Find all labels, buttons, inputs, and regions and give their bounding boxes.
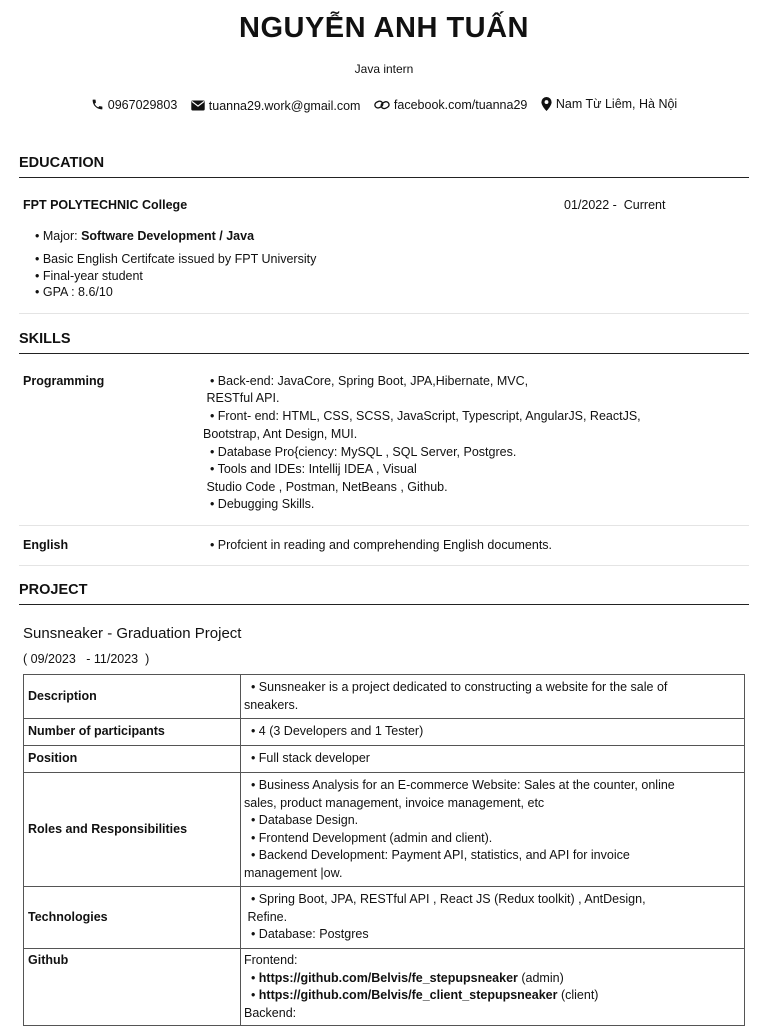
cell-line: • Spring Boot, JPA, RESTful API , React JS (Redux toolkit) , AntDesign, — [244, 892, 646, 907]
location-text: Nam Từ Liêm, Hà Nội — [555, 97, 678, 111]
school-name: FPT POLYTECHNIC College — [23, 198, 188, 212]
table-row — [24, 887, 745, 949]
project-divider — [19, 604, 749, 605]
education-item: • GPA : 8.6/10 — [35, 285, 113, 299]
skills-end-divider — [19, 565, 749, 566]
participants-value: • 4 (3 Developers and 1 Tester) — [241, 719, 745, 746]
contact-email[interactable] — [191, 99, 361, 113]
phone-number: 0967029803 — [107, 97, 178, 112]
roles-label: Roles and Responsibilities — [24, 773, 241, 887]
cell-line: management |ow. — [244, 865, 343, 880]
major-prefix: • Major: — [35, 229, 82, 243]
table-row — [24, 746, 745, 773]
education-period: 01/2022 - Current — [564, 198, 666, 212]
email-address[interactable]: tuanna29.work@gmail.com — [208, 98, 361, 113]
education-divider — [19, 177, 749, 178]
github-label: Github — [24, 949, 241, 1026]
table-row — [24, 949, 745, 1026]
job-title: Java intern — [354, 62, 414, 76]
skill-line: • Back-end: JavaCore, Spring Boot, JPA,Hibernate, MVC, — [203, 374, 529, 388]
skills-divider — [19, 353, 749, 354]
table-row — [24, 773, 745, 887]
cell-line: • Database: Postgres — [244, 927, 369, 942]
english-text: • Profcient in reading and comprehending English documents. — [203, 538, 553, 552]
project-title: Sunsneaker - Graduation Project — [23, 625, 242, 642]
project-heading: PROJECT — [19, 582, 88, 598]
frontend-label: Frontend: — [244, 953, 298, 967]
skill-line: RESTful API. — [203, 391, 280, 405]
location-pin-icon — [541, 97, 552, 111]
skill-line: Studio Code , Postman, NetBeans , Github. — [203, 480, 448, 494]
participants-label: Number of participants — [24, 719, 241, 746]
cell-line: • Business Analysis for an E-commerce Website: Sales at the counter, online — [244, 778, 675, 792]
backend-label: Backend: — [244, 1005, 297, 1020]
description-label: Description — [24, 675, 241, 719]
facebook-link[interactable]: facebook.com/tuanna29 — [393, 98, 528, 112]
github-link-row — [244, 987, 740, 1005]
education-end-divider — [19, 313, 749, 314]
education-item: • Final-year student — [35, 269, 143, 283]
project-period: ( 09/2023 - 11/2023 ) — [23, 652, 150, 666]
bullet: • — [244, 988, 259, 1002]
link-icon — [374, 99, 390, 111]
cell-line: sales, product management, invoice management, etc — [244, 795, 545, 810]
skill-line: • Database Pro{ciency: MySQL , SQL Server, Postgres. — [203, 445, 517, 459]
phone-icon — [91, 98, 104, 111]
bullet: • — [244, 970, 259, 985]
cell-line: • Database Design. — [244, 813, 359, 827]
table-row — [24, 675, 745, 719]
contact-bar — [0, 97, 768, 114]
skill-line: Bootstrap, Ant Design, MUI. — [203, 427, 358, 441]
project-details-table — [23, 674, 745, 1026]
github-link-admin[interactable]: https://github.com/Belvis/fe_stepupsneaker — [258, 970, 518, 985]
skill-line: • Tools and IDEs: Intellij IDEA , Visual — [203, 462, 417, 476]
description-value — [241, 675, 745, 719]
github-link-row — [244, 970, 740, 988]
cell-line: sneakers. — [244, 697, 299, 712]
link-note: (admin) — [517, 970, 564, 985]
envelope-icon — [191, 100, 205, 111]
cell-line: • Frontend Development (admin and client). — [244, 830, 493, 845]
contact-link[interactable] — [374, 98, 527, 112]
contact-phone — [91, 98, 178, 112]
cell-line: • Backend Development: Payment API, statistics, and API for invoice — [244, 848, 630, 862]
technologies-label: Technologies — [24, 887, 241, 949]
major-value: Software Development / Java — [81, 229, 255, 243]
position-label: Position — [24, 746, 241, 773]
education-item: • Basic English Certifcate issued by FPT University — [35, 252, 317, 266]
english-label: English — [23, 538, 69, 552]
technologies-value — [241, 887, 745, 949]
github-value — [241, 949, 745, 1026]
contact-location — [541, 97, 677, 111]
table-row — [24, 719, 745, 746]
roles-value — [241, 773, 745, 887]
programming-label: Programming — [23, 374, 105, 388]
github-link-client[interactable]: https://github.com/Belvis/fe_client_stepupsneaker — [258, 988, 558, 1002]
skills-heading: SKILLS — [19, 331, 71, 347]
education-heading: EDUCATION — [19, 155, 105, 171]
cell-line: Refine. — [244, 909, 288, 924]
major-line — [35, 229, 254, 243]
position-value: • Full stack developer — [241, 746, 745, 773]
skill-line: • Debugging Skills. — [203, 497, 315, 511]
skills-row-divider — [19, 525, 749, 526]
cell-line: • Sunsneaker is a project dedicated to constructing a website for the sale of — [244, 680, 668, 694]
skill-line: • Front- end: HTML, CSS, SCSS, JavaScript, Typescript, AngularJS, ReactJS, — [203, 409, 641, 423]
link-note: (client) — [557, 988, 599, 1002]
candidate-name: NGUYỄN ANH TUẤN — [239, 12, 529, 44]
